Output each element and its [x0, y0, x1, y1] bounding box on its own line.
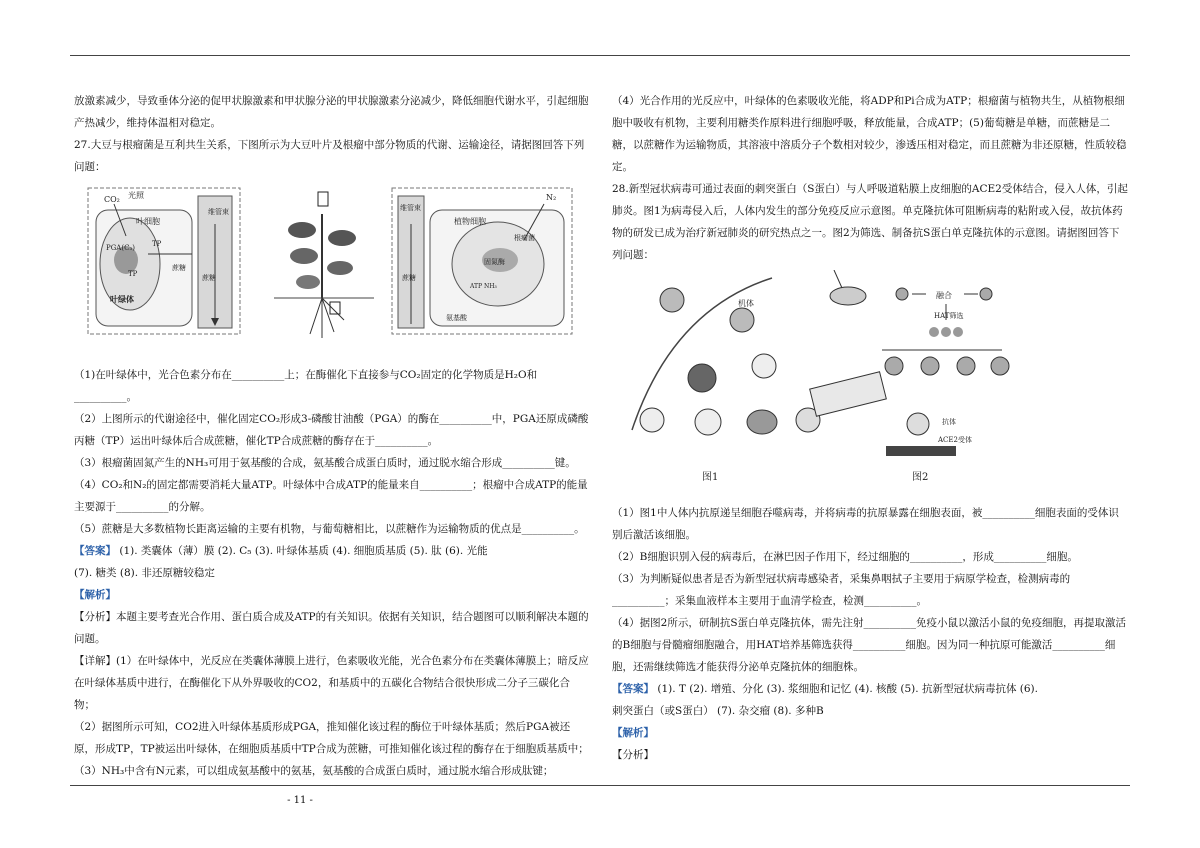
- label-light: 光照: [128, 191, 144, 200]
- analysis-28-label: 【解析】: [612, 727, 654, 739]
- label-antibody: 抗体: [942, 418, 956, 426]
- label-nodule: 根瘤菌: [514, 234, 535, 242]
- leaf-1: [288, 222, 316, 238]
- detail-3: （3）NH₃中含有N元素，可以组成氨基酸中的氨基，氨基酸的合成蛋白质时，通过脱水缩合形成肽键；: [74, 765, 554, 777]
- label-fusion: 融合: [936, 291, 952, 300]
- right-column: [612, 90, 1128, 766]
- b-cell-1: [640, 408, 664, 432]
- clone-4: [991, 357, 1009, 375]
- myeloma-cell: [980, 288, 992, 300]
- membrane: [886, 446, 956, 456]
- leaf-4: [327, 261, 353, 275]
- virus-fig2: [907, 413, 929, 435]
- sub-question-4: （4）CO₂和N₂的固定都需要消耗大量ATP。叶绿体中合成ATP的能量来自__________；根瘤中合成ATP的能量主要源于__________的分解。: [74, 479, 588, 513]
- answer-28-line-2: 刺突蛋白（或S蛋白） (7). 杂交瘤 (8). 多种B: [612, 705, 824, 717]
- question-27: 27.大豆与根瘤菌是互利共生关系，下图所示为大豆叶片及根瘤中部分物质的代谢、运输途径，请据图回答下列问题：: [74, 139, 585, 173]
- leaf-zoom-box: [318, 192, 328, 206]
- answer-text-1: (1). 类囊体（薄）膜 (2). C₅ (3). 叶绿体基质 (4). 细胞质基质 (5). 肽 (6). 光能: [119, 545, 488, 557]
- leaf-5: [296, 275, 320, 289]
- label-vessel: 维管束: [208, 208, 229, 216]
- hybrid-1: [929, 327, 939, 337]
- sub-question-1: （1)在叶绿体中，光合色素分布在__________上；在酶催化下直接参与CO₂固定的化学物质是H₂O和__________。: [74, 369, 538, 403]
- virus-2: [730, 308, 754, 332]
- sub-question-2: （2）上图所示的代谢途径中，催化固定CO₂形成3-磷酸甘油酸（PGA）的酶在__________中，PGA还原成磷酸丙糖（TP）运出叶绿体后合成蔗糖，催化TP合成蔗糖的酶存在于__________。: [74, 413, 589, 447]
- label-hat: HAT筛选: [934, 312, 964, 320]
- hybrid-3: [953, 327, 963, 337]
- answer-28-label: 【答案】: [612, 683, 654, 695]
- label-n2: N₂: [546, 193, 557, 202]
- syringe: [834, 270, 842, 288]
- label-ace2: ACE2受体: [938, 436, 972, 444]
- label-co2: CO₂: [104, 195, 120, 204]
- label-vessel2: 维管束: [400, 204, 421, 212]
- sub-question-28-1: （1）图1中人体内抗原递呈细胞吞噬病毒，并将病毒的抗原暴露在细胞表面，被__________细胞表面的受体识别后激活该细胞。: [612, 507, 1119, 541]
- fenxi-28-label: 【分析】: [612, 749, 654, 761]
- detail-1: 【详解】(1）在叶绿体中，光反应在类囊体薄膜上进行，色素吸收光能，光合色素分布在类囊体薄膜上；暗反应在叶绿体基质中进行，在酶催化下从外界吸收的CO2，和基质中的五碳化合物结合很快形成二分子三碳化合物；: [74, 655, 589, 711]
- sub-question-28-4: （4）据图2所示，研制抗S蛋白单克隆抗体，需先注射__________免疫小鼠以激活小鼠的免疫细胞，再提取激活的B细胞与骨髓瘤细胞融合，用HAT培养基筛选获得__________细胞。因为同一种抗原可能激活__________细胞，还需继续筛选才能获得分泌单克隆抗体的细胞株。: [612, 617, 1127, 673]
- label-chloroplast: 叶绿体: [110, 294, 134, 304]
- label-sucrose-v: 蔗糖: [202, 274, 216, 282]
- question-28: 28.新型冠状病毒可通过表面的刺突蛋白（S蛋白）与人呼吸道粘膜上皮细胞的ACE2受体结合，侵入人体，引起肺炎。图1为病毒侵入后，人体内发生的部分免疫反应示意图。单克隆抗体可阻断病毒的粘附或入侵，故抗体药物的研发已成为治疗新冠肺炎的研究热点之一。图2为筛选、制备抗S蛋白单克隆抗体的示意图。请据图回答下列问题：: [612, 183, 1128, 261]
- figure-immune: [612, 270, 1128, 498]
- label-fig2: 图2: [912, 472, 929, 483]
- answer-line-1: [74, 540, 590, 562]
- clone-3: [957, 357, 975, 375]
- answer-line-2: (7). 糖类 (8). 非还原糖较稳定: [74, 567, 215, 579]
- sub-question-28-2: （2）B细胞识别入侵的病毒后，在淋巴因子作用下，经过细胞的__________，形成__________细胞。: [612, 551, 1078, 563]
- clone-1: [885, 357, 903, 375]
- detail-2: （2）据图所示可知，CO2进入叶绿体基质形成PGA，推知催化该过程的酶位于叶绿体基质；然后PGA被还原，形成TP，TP被运出叶绿体，在细胞质基质中TP合成为蔗糖，可推知催化该过程的酶存在于细胞质基质中；: [74, 721, 589, 755]
- label-amino: 氨基酸: [446, 314, 467, 322]
- label-sucrose2: 蔗糖: [402, 274, 416, 282]
- label-atp-nh3: ATP NH₃: [470, 283, 497, 290]
- culture-flask: [810, 372, 887, 417]
- leaf-3: [290, 248, 318, 264]
- figure-immune-svg: [612, 270, 1128, 498]
- answer-label: 【答案】: [74, 545, 116, 557]
- label-sucrose: 蔗糖: [172, 264, 186, 272]
- label-tp1: TP: [152, 240, 162, 248]
- analysis-label: 【解析】: [74, 589, 116, 601]
- left-column: [74, 90, 590, 782]
- page-number: - 11 -: [287, 795, 313, 806]
- right-p1: （4）光合作用的光反应中，叶绿体的色素吸收光能，将ADP和Pi合成为ATP；根瘤菌与植物共生，从植物根细胞中吸收有机物，主要利用糖类作原料进行细胞呼吸，释放能量，合成ATP；(5)葡萄糖是单糖，而蔗糖是二糖，以蔗糖作为运输物质，其溶液中溶质分子个数相对较少，渗透压相对稳定，而且蔗糖为非还原糖，性质较稳定。: [612, 95, 1127, 173]
- label-fig1: 图1: [702, 472, 719, 483]
- cell-b: [896, 288, 908, 300]
- answer-28-text-1: (1). T (2). 增殖、分化 (3). 浆细胞和记忆 (4). 核酸 (5). 抗新型冠状病毒抗体 (6).: [657, 683, 1038, 695]
- label-pga: PGA(C₃): [106, 244, 135, 252]
- figure-soybean: [74, 184, 590, 360]
- apc-cell: [688, 364, 716, 392]
- sub-question-3: （3）根瘤菌固氮产生的NH₃可用于氨基酸的合成，氨基酸合成蛋白质时，通过脱水缩合形成__________键。: [74, 457, 576, 469]
- hybrid-2: [941, 327, 951, 337]
- sub-question-5: （5）蔗糖是大多数植物长距离运输的主要有机物，与葡萄糖相比，以蔗糖作为运输物质的优点是__________。: [74, 523, 585, 535]
- clone-2: [921, 357, 939, 375]
- b-cell-2: [695, 409, 721, 435]
- top-rule: [70, 55, 1130, 56]
- label-nitrogenase: 固氮酶: [484, 258, 505, 266]
- t-cell: [752, 354, 776, 378]
- label-body: 机体: [738, 299, 754, 308]
- plasma-cell: [747, 410, 777, 434]
- virus-1: [660, 288, 684, 312]
- label-plant-cell: 植物细胞: [454, 217, 486, 226]
- analysis-text: 【分析】本题主要考查光合作用、蛋白质合成及ATP的有关知识。依据有关知识，结合题图可以顺利解决本题的问题。: [74, 611, 589, 645]
- leaf-2: [328, 230, 356, 246]
- roots: [310, 298, 344, 338]
- figure-soybean-svg: [74, 184, 590, 360]
- sub-question-28-3: （3）为判断疑似患者是否为新型冠状病毒感染者，采集鼻咽拭子主要用于病原学检查，检测病毒的__________；采集血液样本主要用于血清学检查，检测__________。: [612, 573, 1071, 607]
- answer-28-line-1: [612, 678, 1128, 700]
- left-p1: 放激素减少，导致垂体分泌的促甲状腺激素和甲状腺分泌的甲状腺激素分泌减少，降低细胞代谢水平，引起细胞产热减少，维持体温相对稳定。: [74, 95, 589, 129]
- label-tp2: TP: [128, 270, 138, 278]
- mouse: [830, 287, 866, 305]
- label-leaf-cell: 叶细胞: [136, 217, 160, 226]
- bottom-rule: [70, 785, 1130, 786]
